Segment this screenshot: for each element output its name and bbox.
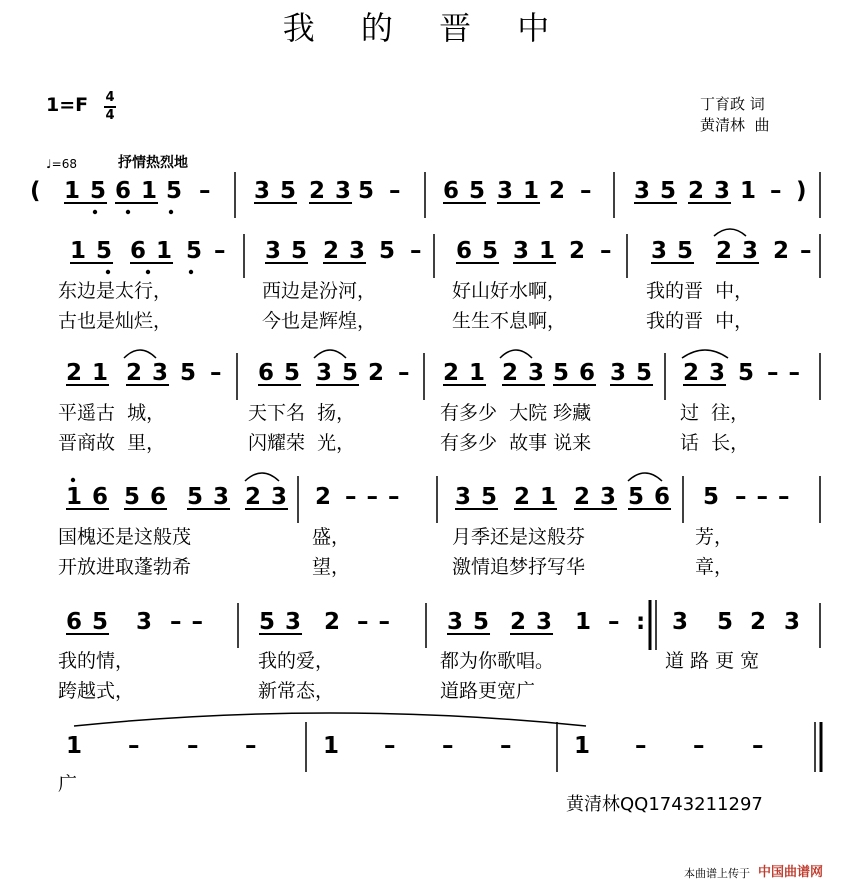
note-group: – [580,178,593,204]
note-group: ) [796,178,808,204]
low-octave-dots [93,210,193,274]
lyric-segment: 盛， [312,526,351,548]
lyric-segment: 天下名 扬， [248,402,356,424]
note-group: 3 5 [634,178,678,204]
barlines-row-6 [306,722,821,772]
note-group: – [442,733,455,759]
note-group: 2 [750,609,768,635]
note-group: 5 [180,360,198,386]
note-group: 2 1 [443,360,487,386]
note-group: 6 5 [456,238,500,264]
barlines-row-1 [235,172,820,218]
note-group: 3 5 [651,238,695,264]
note-group: – – – [735,484,791,510]
note-group: – [500,733,513,759]
lyric-segment: 西边是汾河， [262,280,377,302]
lyric-segment: 有多少 故事 说来 [440,432,592,454]
slurs-row-3 [124,350,728,358]
note-group: 3 [784,609,802,635]
barlines-row-3 [237,353,820,400]
lyric-segment: 古也是灿烂， [58,310,173,332]
lyric-segment: 广 [58,773,78,795]
note-group: 5 [738,360,756,386]
note-group: 5 [379,238,397,264]
note-group: 2 1 [66,360,110,386]
note-group: 2 3 [126,360,170,386]
note-group: – [128,733,141,759]
barlines-row-4 [298,476,820,523]
long-slur [74,713,586,726]
time-bottom: 4 [105,107,115,123]
note-group: 2 3 [688,178,732,204]
note-group: – [245,733,258,759]
note-group: ( [30,178,42,204]
note-group: 5 [717,609,735,635]
note-group: 3 5 [455,484,499,510]
note-group: 2 3 [683,360,727,386]
note-group: – – – [345,484,401,510]
note-group: 2 [324,609,342,635]
note-group: 6 5 [443,178,487,204]
note-group: 6 1 [130,238,174,264]
lyric-segment: 月季还是这般芬 [452,526,586,548]
note-group: – [187,733,200,759]
note-group: 5 [166,178,184,204]
note-group: – [635,733,648,759]
note-group: – [600,238,613,264]
lyric-segment: 新常态， [258,680,335,702]
high-octave-dot [71,478,75,482]
lyric-segment: 望， [312,556,351,578]
note-group: 2 3 [510,609,554,635]
note-group: 1 5 [70,238,114,264]
note-group: 1 5 [64,178,108,204]
note-group: 1 [740,178,758,204]
expression-mark: 抒情热烈地 [118,155,188,171]
lyric-segment: 跨越式， [58,680,135,702]
note-group: 6 1 [115,178,159,204]
note-group: 1 [323,733,341,759]
note-group: 5 3 [259,609,303,635]
lyric-segment: 我的晋 中， [646,310,754,332]
note-group: 2 3 [245,484,289,510]
barlines-row-5 [238,600,820,650]
note-group: 3 [672,609,690,635]
lyric-segment: 都为你歌唱。 [440,650,555,672]
lyric-segment: 闪耀荣 光， [248,432,356,454]
lyric-segment: 我的情， [58,650,135,672]
note-group: 3 5 [316,360,360,386]
note-group: 3 [136,609,154,635]
note-group: 6 5 [258,360,302,386]
note-group: 5 6 [124,484,168,510]
note-group: 2 [773,238,791,264]
note-group: 5 [358,178,376,204]
note-group: 1 [574,733,592,759]
lyric-segment: 晋商故 里， [58,432,166,454]
note-group: – [210,360,223,386]
note-group: 2 [315,484,333,510]
note-group: – [608,609,621,635]
lyric-segment: 激情追梦抒写华 [452,556,586,578]
note-group: – [693,733,706,759]
note-group: 1 [66,733,84,759]
lyric-segment: 芳， [695,526,734,548]
note-group: 3 5 [610,360,654,386]
lyric-segment: 道 路 更 宽 [665,650,760,672]
note-group: – [389,178,402,204]
lyric-segment: 道路更宽广 [440,680,536,702]
note-group: 3 1 [497,178,541,204]
note-group: – [199,178,212,204]
note-group: – [410,238,423,264]
note-group: 5 6 [553,360,597,386]
lyric-segment: 有多少 大院 珍藏 [440,402,592,424]
composer-credit: 黄清林 曲 [700,116,770,134]
lyric-segment: 生生不息啊， [452,310,567,332]
note-group: 5 [703,484,721,510]
note-group: 2 [368,360,386,386]
note-group: 2 3 [716,238,760,264]
note-group: – [398,360,411,386]
lyric-segment: 好山好水啊， [452,280,567,302]
lyricist-credit: 丁育政 词 [700,95,765,113]
note-group: – [800,238,813,264]
lyric-segment: 今也是辉煌， [262,310,377,332]
note-group: 2 3 [574,484,618,510]
lyric-segment: 我的爱， [258,650,335,672]
lyric-segment: 话 长， [680,432,750,454]
slur-row-2 [714,229,746,236]
lyric-segment: 章， [695,556,734,578]
lyric-segment: 平遥古 城， [58,402,166,424]
song-title: 我 的 晋 中 [282,9,568,47]
note-group: 5 3 [187,484,231,510]
note-group: 2 [569,238,587,264]
note-group: 3 5 [447,609,491,635]
tempo-mark: ♩=68 [46,157,77,171]
note-group: 3 5 [265,238,309,264]
note-group: 2 1 [514,484,558,510]
arranger-signature: 黄清林QQ1743211297 [566,794,763,815]
time-top: 4 [105,90,115,105]
lyric-segment: 过 往， [680,402,750,424]
note-group: 3 1 [513,238,557,264]
note-group: 3 5 [254,178,298,204]
note-group: 5 6 [628,484,672,510]
note-group: – [752,733,765,759]
note-group: 2 [549,178,567,204]
note-group: 2 3 [323,238,367,264]
upload-note: 本曲谱上传于 [684,867,750,880]
note-group: – – [357,609,392,635]
note-group: 2 3 [502,360,546,386]
note-group: – – [170,609,205,635]
key-signature: 1=F [46,94,89,116]
slurs-row-4 [245,473,662,481]
lyric-segment: 我的晋 中， [646,280,754,302]
lyric-segment: 国槐还是这般茂 [58,526,192,548]
note-group: – [770,178,783,204]
note-group: – – [767,360,802,386]
barlines-row-2 [244,234,820,278]
note-group: : [636,609,647,635]
note-group: 1 6 [66,484,110,510]
note-group: 6 5 [66,609,110,635]
note-group: – [214,238,227,264]
note-group: 1 [575,609,593,635]
site-logo: 中国曲谱网 [758,865,824,880]
note-group: 5 [186,238,204,264]
lyric-segment: 开放进取蓬勃希 [58,556,192,578]
lyric-segment: 东边是太行， [58,280,173,302]
note-group: – [384,733,397,759]
note-group: 2 3 [309,178,353,204]
